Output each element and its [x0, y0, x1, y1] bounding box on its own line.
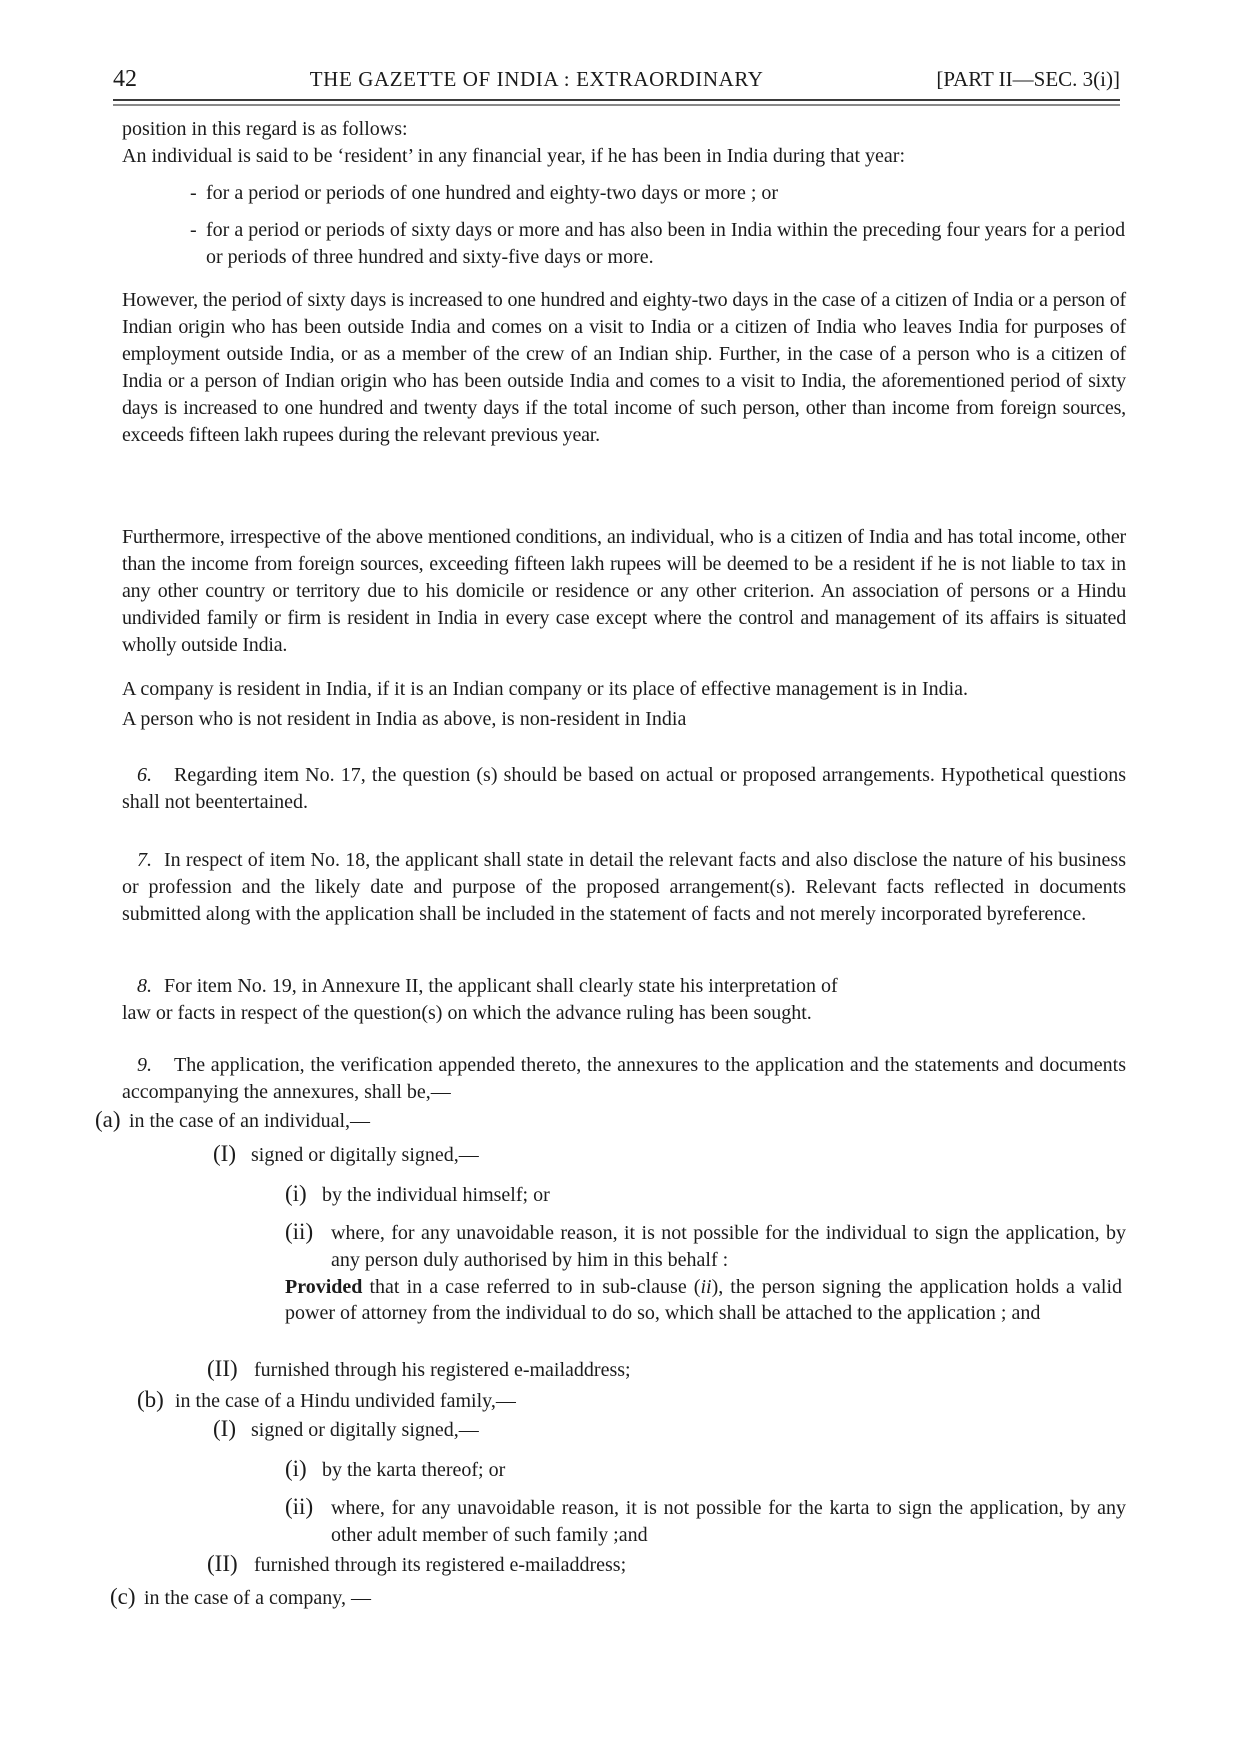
clause-a-II-marker: (II): [207, 1356, 238, 1381]
clause-b-II: [207, 1550, 1126, 1579]
clause-b-I-marker: (I): [213, 1416, 236, 1441]
item-9: [122, 1052, 1126, 1106]
bullet-text: for a period or periods of one hundred and eighty-two days or more ; or: [206, 182, 779, 204]
clause-a-I-text: signed or digitally signed,—: [251, 1144, 479, 1166]
proviso-lead: Provided: [285, 1276, 363, 1298]
item-8-line-1: [122, 973, 1126, 1000]
item-7-text: In respect of item No. 18, the applicant shall state in detail the relevant facts and also disclose the nature of his business or profession and the likely date and purpose of the proposed arrangement(s). Relevant facts reflected in documents submitted along with the application shall be included in the statement of facts and not merely incorporated byreference.: [122, 849, 1126, 925]
clause-b-II-text: furnished through its registered e-mailaddress;: [254, 1554, 627, 1576]
item-7-number: 7.: [137, 849, 152, 871]
clause-b-i-text: by the karta thereof; or: [322, 1459, 506, 1481]
clause-b-ii: [285, 1493, 1126, 1549]
clause-a-II-text: furnished through his registered e-mailaddress;: [254, 1359, 631, 1381]
clause-a-i-marker: (i): [285, 1181, 307, 1206]
line-company: A company is resident in India, if it is an Indian company or its place of effective management is in India.: [122, 678, 969, 700]
clause-b-I: [213, 1415, 1126, 1444]
clause-a-text: in the case of an individual,—: [129, 1110, 371, 1132]
clause-a-II: [207, 1355, 1126, 1384]
clause-a: [95, 1106, 1126, 1135]
item-6: [122, 762, 1126, 816]
clause-c-marker: (c): [110, 1584, 136, 1609]
clause-c: [110, 1583, 1126, 1612]
header-double-rule: [113, 99, 1120, 106]
page-number: 42: [113, 66, 137, 92]
clause-b-II-marker: (II): [207, 1551, 238, 1576]
proviso-subclause-ref: ii: [700, 1276, 712, 1298]
clause-b-ii-marker: (ii): [285, 1494, 314, 1519]
para-furthermore: Furthermore, irrespective of the above mentioned conditions, an individual, who is a citizen of India and has total income, other than the income from foreign sources, exceeding fifteen lakh rupees will be deemed to be a resident if he is not liable to tax in any other country or territory due to his domicile or residence or any other criterion. An association of persons or a Hindu undivided family or firm is resident in India in every case except where the control and management of its affairs is situated wholly outside India.: [122, 526, 1126, 656]
clause-b-I-text: signed or digitally signed,—: [251, 1419, 479, 1441]
proviso-text-1: that in a case referred to in sub-clause (: [362, 1276, 701, 1298]
clause-b-i: [285, 1455, 1126, 1484]
clause-b-marker: (b): [137, 1387, 164, 1412]
clause-a-i-text: by the individual himself; or: [322, 1184, 550, 1206]
proviso-text-2: ), the person signing the application holds a valid power of attorney from the individual to do so, which shall be attached to the application ; and: [285, 1276, 1123, 1324]
page-header: [113, 66, 1120, 93]
clause-a-marker: (a): [95, 1107, 121, 1132]
item-6-text: Regarding item No. 17, the question (s) should be based on actual or proposed arrangements. Hypothetical questions shall not beentertained.: [122, 764, 1126, 813]
clause-b-text: in the case of a Hindu undivided family,—: [175, 1390, 516, 1412]
clause-a-i: [285, 1180, 1126, 1209]
dash-bullet-icon: -: [190, 182, 197, 204]
proviso: [285, 1274, 1122, 1326]
header-title: THE GAZETTE OF INDIA : EXTRAORDINARY: [309, 67, 764, 91]
para-however: However, the period of sixty days is increased to one hundred and eighty-two days in the case of a citizen of India or a person of Indian origin who has been outside India and comes on a visit to India or a citizen of India who leaves India for purposes of employment outside India, or as a member of the crew of an Indian ship. Further, in the case of a person who is a citizen of India or a person of Indian origin who has been outside India and comes to a visit to India, the aforementioned period of sixty days is increased to one hundred and twenty days if the total income of such person, other than income from foreign sources, exceeds fifteen lakh rupees during the relevant previous year.: [122, 289, 1126, 446]
clause-a-I: [213, 1140, 1126, 1169]
item-8-text: For item No. 19, in Annexure II, the applicant shall clearly state his interpretation of: [164, 975, 838, 997]
item-8-number: 8.: [137, 975, 152, 997]
clause-a-ii-marker: (ii): [285, 1219, 314, 1244]
item-8-line-2: law or facts in respect of the question(s) on which the advance ruling has been sought.: [122, 1002, 812, 1024]
dash-bullet-icon: -: [190, 219, 197, 241]
item-9-number: 9.: [137, 1054, 152, 1076]
clause-b-ii-text: where, for any unavoidable reason, it is not possible for the karta to sign the application, by any other adult member of such family ;and: [331, 1497, 1126, 1546]
intro-line-1: position in this regard is as follows:: [122, 118, 408, 140]
item-9-text: The application, the verification appended thereto, the annexures to the application and the statements and documents accompanying the annexures, shall be,—: [122, 1054, 1126, 1103]
clause-c-text: in the case of a company, —: [144, 1587, 371, 1609]
bullet-item-1: [190, 180, 1130, 207]
bullet-text: for a period or periods of sixty days or more and has also been in India within the preceding four years for a period or periods of three hundred and sixty-five days or more.: [206, 219, 1126, 268]
clause-b-i-marker: (i): [285, 1456, 307, 1481]
clause-a-I-marker: (I): [213, 1141, 236, 1166]
bullet-item-2: [190, 217, 1130, 271]
item-6-number: 6.: [137, 764, 152, 786]
clause-b: [137, 1386, 1126, 1415]
intro-line-2: An individual is said to be ‘resident’ in any financial year, if he has been in India during that year:: [122, 145, 906, 167]
clause-a-ii-text: where, for any unavoidable reason, it is not possible for the individual to sign the application, by any person duly authorised by him in this behalf :: [331, 1222, 1126, 1271]
line-person: A person who is not resident in India as above, is non-resident in India: [122, 708, 687, 730]
item-8: [122, 973, 1126, 1027]
clause-a-ii: [285, 1218, 1126, 1274]
header-section: [PART II—SEC. 3(i)]: [936, 67, 1120, 91]
item-7: [122, 847, 1126, 928]
